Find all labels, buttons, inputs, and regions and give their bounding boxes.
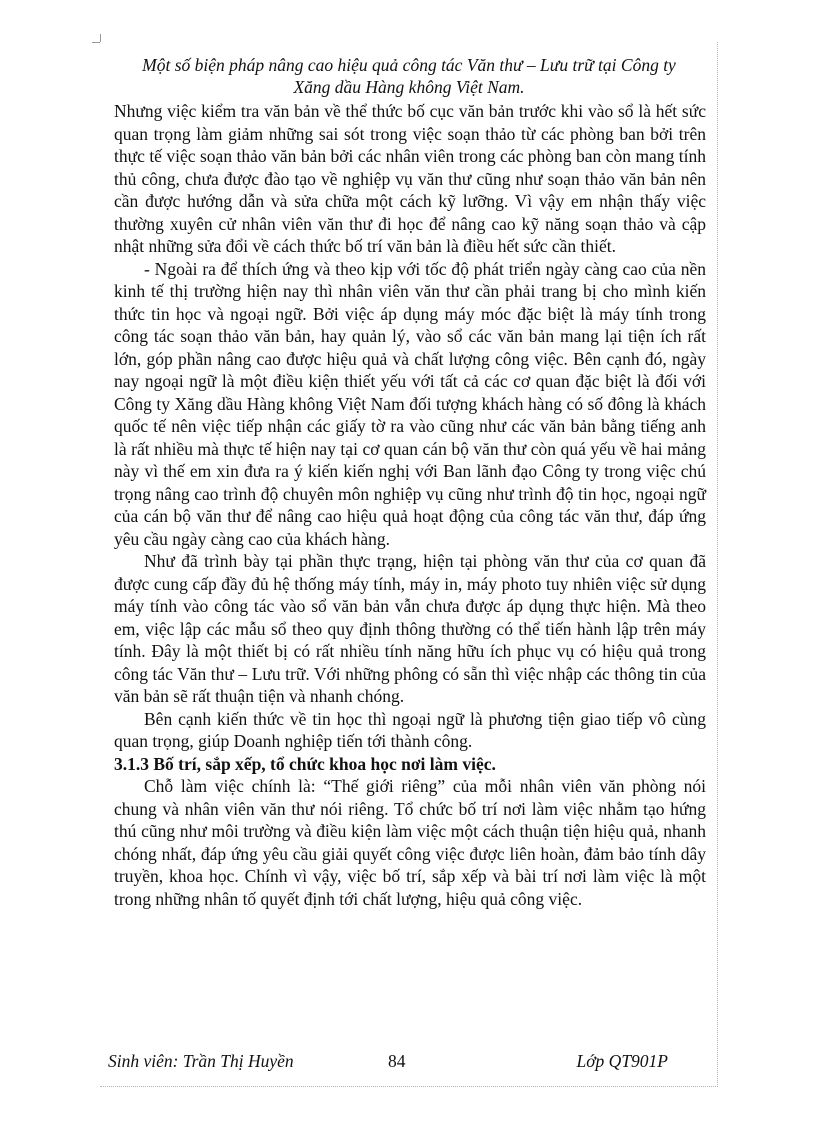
- paragraph-3: Như đã trình bày tại phần thực trạng, hiện tại phòng văn thư của cơ quan đã được cung cấp đầy đủ hệ thống máy tính, máy in, máy photo tuy nhiên việc sử dụng máy tính vào công tác vào sổ văn bản vẫn chưa được áp dụng thực hiện. Mà theo em, việc lập các mẫu sổ theo quy định thông thường có thể tiến hành lập trên máy tính. Đây là một thiết bị có rất nhiều tính năng hữu ích phục vụ có hiệu quả trong công tác Văn thư – Lưu trữ. Với những phông có sẵn thì việc nhập các thông tin của văn bản sẽ rất thuận tiện và nhanh chóng.: [114, 551, 706, 706]
- header-line-2: Xăng dầu Hàng không Việt Nam.: [293, 77, 525, 97]
- footer-class: Lớp QT901P: [576, 1051, 668, 1071]
- corner-mark-top-left-vertical: [100, 34, 101, 42]
- paragraph-1: Nhưng việc kiểm tra văn bản về thể thức bố cục văn bản trước khi vào sổ là hết sức quan trọng làm giảm những sai sót trong việc soạn thảo từ các phòng ban bởi trên thực tế việc soạn thảo văn bản bởi các nhân viên trong các phòng ban còn mang tính thủ công, chưa được đào tạo về nghiệp vụ văn thư cũng như soạn thảo văn bản nên cần được hướng dẫn và sửa chữa một cách kỹ lưỡng. Vì vậy em nhận thấy việc thường xuyên cử nhân viên văn thư đi học để nâng cao kỹ năng soạn thảo và cập nhật những sửa đổi về cách thức bố trí văn bản là điều hết sức cần thiết.: [114, 101, 706, 256]
- paragraph-2: - Ngoài ra để thích ứng và theo kịp với tốc độ phát triển ngày càng cao của nền kinh tế thị trường hiện nay thì nhân viên văn thư cần phải trang bị cho mình kiến thức tin học và ngoại ngữ. Bởi việc áp dụng máy móc đặc biệt là máy tính trong công tác soạn thảo văn bản, hay quản lý, vào sổ các văn bản mang lại tiện ích rất lớn, góp phần nâng cao được hiệu quả và chất lượng công việc. Bên cạnh đó, ngày nay ngoại ngữ là một điều kiện thiết yếu với tất cả các cơ quan đặc biệt là đối với Công ty Xăng dầu Hàng không Việt Nam đối tượng khách hàng có số đông là khách quốc tế nên việc tiếp nhận các giấy tờ ra vào cũng như các văn bản bằng tiếng anh là rất nhiều mà thực tế hiện nay tại cơ quan cán bộ văn thư còn quá yếu về hai mảng này vì thế em xin đưa ra ý kiến kiến nghị với Ban lãnh đạo Công ty trong việc chú trọng nâng cao trình độ chuyên môn nghiệp vụ cũng như trình độ tin học, ngoại ngữ của cán bộ văn thư để nâng cao hiệu quả hoạt động của công tác văn thư, đáp ứng yêu cầu ngày càng cao của khách hàng.: [114, 258, 706, 549]
- footer-student: Sinh viên: Trần Thị Huyền: [108, 1051, 294, 1071]
- header-line-1: Một số biện pháp nâng cao hiệu quả công tác Văn thư – Lưu trữ tại Công ty: [142, 55, 676, 75]
- section-paragraph: Chỗ làm việc chính là: “Thế giới riêng” của mỗi nhân viên văn phòng nói chung và nhân viên văn thư nói riêng. Tổ chức bố trí nơi làm việc nhằm tạo hứng thú cũng như môi trường và điều kiện làm việc một cách thuận tiện hiệu quả, nhanh chóng nhất, đáp ứng yêu cầu giải quyết công việc được liên hoàn, đảm bảo tính dây truyền, khoa học. Chính vì vậy, việc bố trí, sắp xếp và bài trí nơi làm việc là một trong những nhân tố quyết định tới chất lượng, hiệu quả công việc.: [114, 776, 706, 909]
- corner-mark-top-left: [92, 42, 100, 43]
- footer-page-number: 84: [388, 1051, 406, 1071]
- document-body: [114, 100, 706, 910]
- section-heading: [114, 753, 706, 776]
- section-title: Bố trí, sắp xếp, tổ chức khoa học nơi làm việc.: [153, 753, 496, 774]
- paragraph-4: Bên cạnh kiến thức về tin học thì ngoại ngữ là phương tiện giao tiếp vô cùng quan trọng, giúp Doanh nghiệp tiến tới thành công.: [114, 708, 706, 751]
- page-footer: [108, 1051, 668, 1075]
- section-number: 3.1.3: [114, 753, 149, 774]
- running-header: [100, 54, 718, 98]
